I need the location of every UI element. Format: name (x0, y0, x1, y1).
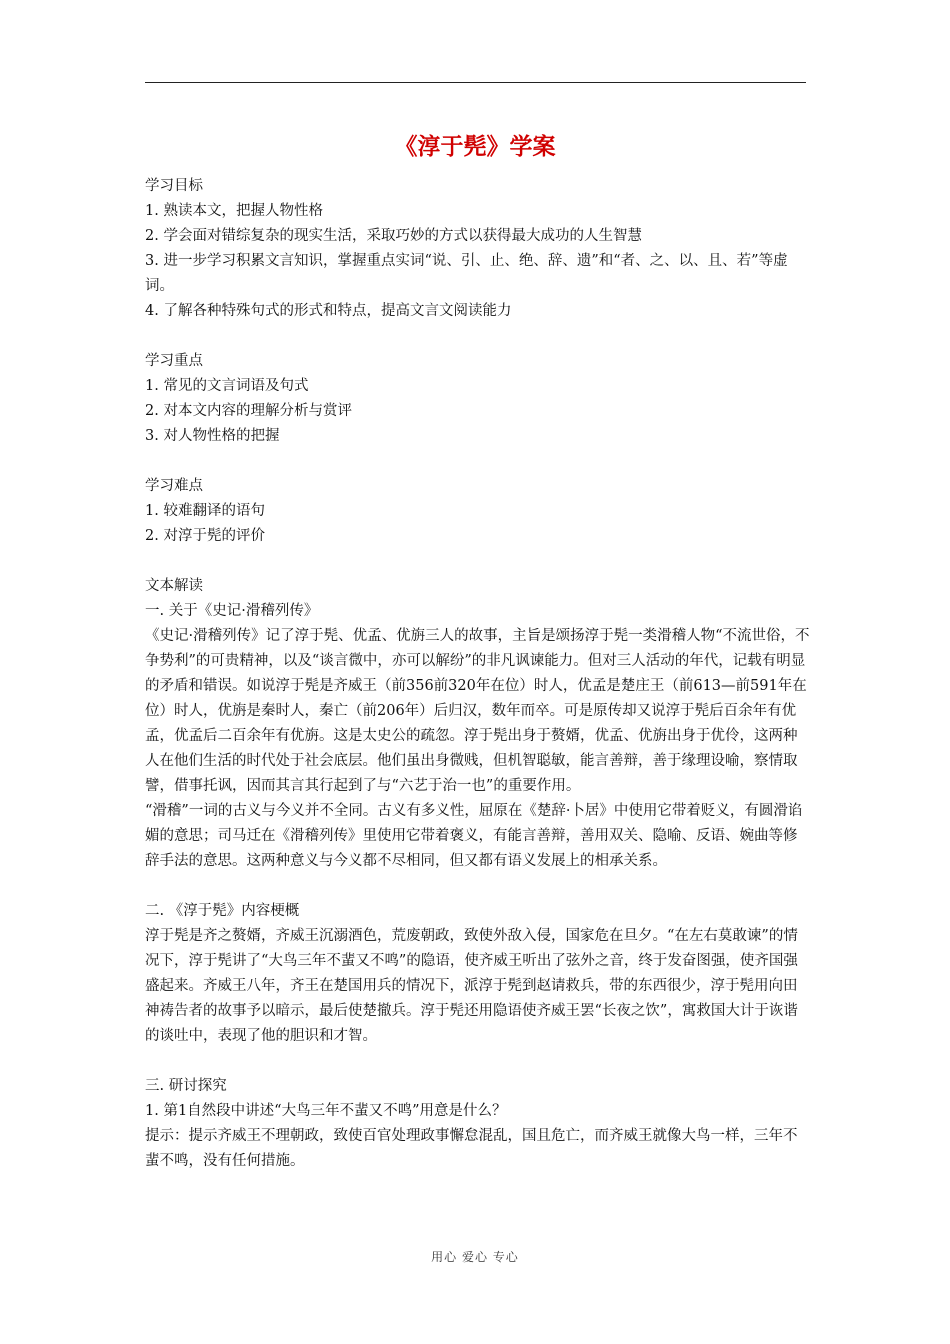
page-title: 《淳于髡》学案 (394, 133, 556, 160)
key-point-item-2: 2. 对本文内容的理解分析与赏评 (145, 403, 352, 419)
goals-heading: 学习目标 (145, 178, 203, 194)
section-3-answer-1: 提示：提示齐威王不理朝政，致使百官处理政事懈怠混乱，国且危亡，而齐威王就像大鸟一样，三年不蜚不鸣，没有任何措施。 (145, 1128, 798, 1169)
section-1-paragraph-2: “滑稽”一词的古义与今义并不全同。古义有多义性，屈原在《楚辞·卜居》中使用它带着贬义，有圆滑谄媚的意思；司马迁在《滑稽列传》里使用它带着褒义，有能言善辩，善用双关、隐喻、反语、婉曲等修辞手法的意思。这两种意义与今义都不尽相同，但又都有语义发展上的相承关系。 (145, 803, 803, 869)
key-point-item-1: 1. 常见的文言词语及句式 (145, 378, 309, 394)
reading-heading: 文本解读 (145, 578, 203, 594)
spacer (145, 549, 810, 574)
section-3-title: 三. 研讨探究 (145, 1078, 227, 1094)
page-footer: 用心 爱心 专心 (431, 1250, 519, 1264)
goal-item-1: 1. 熟读本文，把握人物性格 (145, 203, 323, 219)
goal-item-2: 2. 学会面对错综复杂的现实生活，采取巧妙的方式以获得最大成功的人生智慧 (145, 228, 642, 244)
document-body (145, 174, 810, 1174)
spacer (145, 449, 810, 474)
spacer (145, 874, 810, 899)
key-point-item-3: 3. 对人物性格的把握 (145, 428, 280, 444)
key-points-heading: 学习重点 (145, 353, 203, 369)
header-rule (145, 82, 806, 83)
spacer (145, 324, 810, 349)
section-1-title: 一. 关于《史记·滑稽列传》 (145, 603, 319, 619)
difficulties-heading: 学习难点 (145, 478, 203, 494)
difficulty-item-2: 2. 对淳于髡的评价 (145, 528, 265, 544)
spacer (145, 1049, 810, 1074)
difficulty-item-1: 1. 较难翻译的语句 (145, 503, 265, 519)
section-3-question-1: 1. 第1自然段中讲述“大鸟三年不蜚又不鸣”用意是什么？ (145, 1103, 507, 1119)
section-2-paragraph-1: 淳于髡是齐之赘婿，齐威王沉溺酒色，荒废朝政，致使外敌入侵，国家危在旦夕。“在左右莫敢谏”的情况下，淳于髡讲了“大鸟三年不蜚又不鸣”的隐语，使齐威王听出了弦外之音，终于发奋图强，使齐国强盛起来。齐威王八年，齐王在楚国用兵的情况下，派淳于髡到赵请救兵，带的东西很少，淳于髡用向田神祷告者的故事予以暗示，最后使楚撤兵。淳于髡还用隐语使齐威王罢“长夜之饮”，寓救国大计于诙谐的谈吐中，表现了他的胆识和才智。 (145, 928, 798, 1044)
section-2-title: 二. 《淳于髡》内容梗概 (145, 903, 300, 919)
section-1-paragraph-1: 《史记·滑稽列传》记了淳于髡、优孟、优旃三人的故事，主旨是颂扬淳于髡一类滑稽人物“不流世俗，不争势利”的可贵精神，以及“谈言微中，亦可以解纷”的非凡讽谏能力。但对三人活动的年代，记载有明显的矛盾和错误。如说淳于髡是齐威王（前356前320年在位）时人，优孟是楚庄王（前613—前591年在位）时人，优旃是秦时人，秦亡（前206年）后归汉，数年而卒。可是原传却又说淳于髡后百余年有优孟，优孟后二百余年有优旃。这是太史公的疏忽。淳于髡出身于赘婿，优孟、优旃出身于优伶，这两种人在他们生活的时代处于社会底层。他们虽出身微贱，但机智聪敏，能言善辩，善于缘理设喻，察情取譬，借事托讽，因而其言其行起到了与“六艺于治一也”的重要作用。 (145, 628, 810, 794)
goal-item-3: 3. 进一步学习积累文言知识，掌握重点实词“说、引、止、绝、辞、遗”和“者、之、以、且、若”等虚词。 (145, 253, 788, 294)
goal-item-4: 4. 了解各种特殊句式的形式和特点，提高文言文阅读能力 (145, 303, 512, 319)
